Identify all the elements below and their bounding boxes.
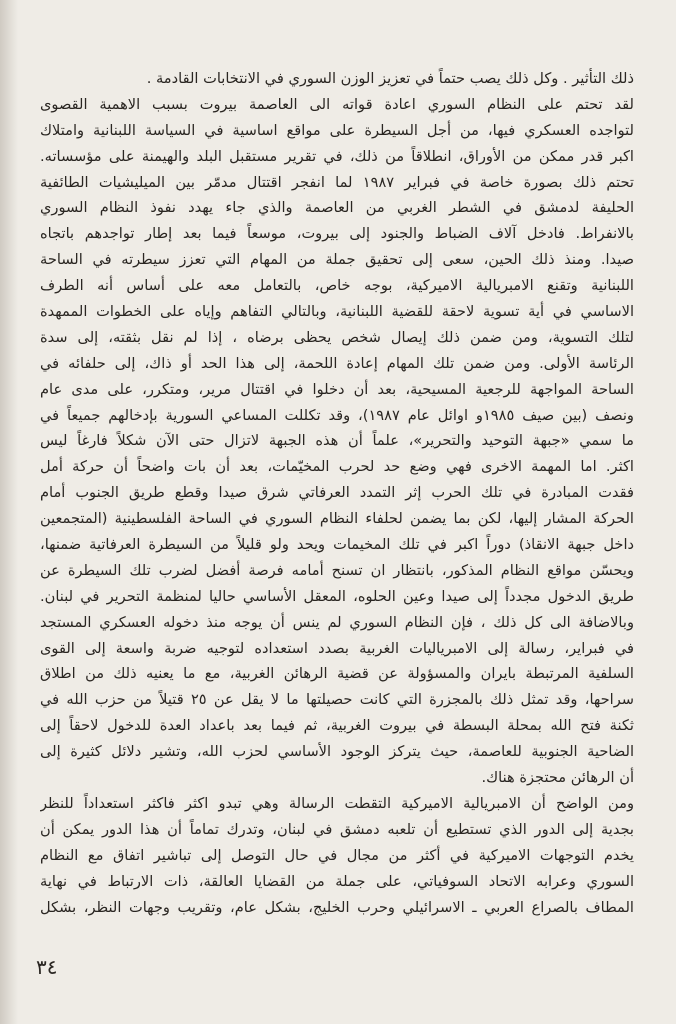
text-line: وبالاضافة الى كل ذلك ، فإن النظام السوري لم ينس أن يوجه منذ دخوله العسكري المستجد <box>40 613 634 631</box>
text-line: المطاف بالصراع العربي ـ الاسرائيلي وحرب الخليج، بشكل عام، وتقريب وجهات النظر، بشكل <box>40 898 634 916</box>
text-line: لتلك التسوية، ومن ضمن ذلك إيصال شخص يحظى برضاه ، إذا لم نقل بثقته، إلى سدة <box>40 328 634 346</box>
page-edge-shadow <box>0 0 18 1024</box>
text-line: سراحها، وقد تمثل ذلك بالمجزرة التي كانت حصيلتها ما لا يقل عن ٢٥ قتيلاً من حزب الله في <box>40 691 634 709</box>
text-line: بالانفراط. فادخل آلاف الضباط والجنود إلى بيروت، موسعاً فيما بعد إطار تواجدهم باتجاه <box>40 225 634 243</box>
text-line: ويحسّن مواقع النظام المذكور، بانتظار ان تسنح أمامه فرصة أفضل لضرب تلك السيطرة عن <box>40 561 634 579</box>
text-line: اكبر قدر ممكن من الأوراق، انطلاقاً من ذلك، في تقرير مستقبل البلد والهيمنة على مؤسساته. <box>40 147 634 165</box>
text-line: ذلك التأثير . وكل ذلك يصب حتماً في تعزيز الوزن السوري في الانتخابات القادمة . <box>146 70 634 87</box>
text-line: ونصف (بين صيف ١٩٨٥و اوائل عام ١٩٨٧)، وقد تكللت المساعي السورية بإدخالهم جميعاً في <box>40 406 634 424</box>
text-line: صيدا. ومنذ ذلك الحين، سعى إلى تحقيق جملة من المهام التي تعزز سيطرته في الساحة <box>40 251 634 269</box>
text-line: الضاحية الجنوبية للعاصمة، حيث يتركز الوجود الأساسي لحزب الله، وتشير دلائل كثيرة إلى <box>40 743 634 761</box>
text-line: ومن الواضح أن الامبريالية الاميركية التقطت الرسالة وهي تبدو اكثر فاكثر استعداداً للنظر <box>40 794 634 812</box>
text-line: داخل جبهة الانقاذ) دوراً اكبر في تلك المخيمات ويحد ولو قليلاً من السيطرة العرفاتية ضمنها، <box>40 536 634 554</box>
text-line: اكثر. اما المهمة الاخرى فهي وضع حد لحرب المخيّمات، بعد أن بات واضحاً أن حركة أمل <box>40 458 634 476</box>
text-line: بجدية إلى الدور الذي تستطيع أن تلعبه دمشق في لبنان، وتدرك تماماً أن هذا الدور يمكن أن <box>40 820 634 838</box>
text-line: أن الرهائن محتجزة هناك. <box>481 769 634 787</box>
page-number: ٣٤ <box>36 955 58 979</box>
text-line: لقد تحتم على النظام السوري اعادة قواته الى العاصمة بيروت بسبب الاهمية القصوى <box>40 95 634 113</box>
text-line: طريق الدخول مجدداً إلى صيدا وعين الحلوه، المعقل الأساسي حاليا لمنظمة التحرير في لبنان. <box>40 587 634 605</box>
text-line: السوري وعرابه الاتحاد السوفياتي، على جملة من القضايا العالقة، ذات الارتباط في نهاية <box>40 872 634 890</box>
text-line: السلفية المرتبطة بايران والمسؤولة عن قضية الرهائن الغربية، مع ما يعنيه ذلك من اطلاق <box>40 665 634 683</box>
text-line: لتواجده العسكري فيها، من أجل السيطرة على مواقع اساسية في السياسة اللبنانية وامتلاك <box>40 121 634 139</box>
text-line: الرئاسة الأولى. ومن ضمن تلك المهام إعادة اللحمة، إلى هذا الحد أو ذاك، إلى حلفائه في <box>40 354 634 372</box>
text-line: ما سمي «جبهة التوحيد والتحرير»، علماً أن هذه الجبهة لاتزال حتى الآن شكلاً فارغاً ليس <box>40 432 634 450</box>
text-line: الساحة المواجهة للرجعية المسيحية، بعد أن دخلوا في اقتتال مرير، ومتكرر، على مدى عام <box>40 380 634 398</box>
text-line: اللبنانية وتقنع الامبريالية الاميركية، بوجه خاص، بالتعامل معه على أساس أنه الطرف <box>40 277 634 295</box>
text-line: في فبراير، رسالة إلى الامبرياليات الغربية بصدد استعداده لتوجيه ضربة واسعة إلى القوى <box>40 639 634 657</box>
text-line: الاساسي في أية تسوية لاحقة للقضية اللبنانية، وبالتالي التفاهم وإياه على الخطوات الممهدة <box>40 303 634 321</box>
text-line: الحركة المشار إليها، لكن بما يضمن لحلفاء النظام السوري في الساحة الفلسطينية (المتجمعين <box>40 510 634 528</box>
text-line: فقدت المبادرة في تلك الحرب إثر التمدد العرفاتي شرق صيدا وقطع طريق الجنوب أمام <box>40 484 634 502</box>
text-line: ثكنة فتح الله بمحلة البسطة في بيروت الغربية، ثم فيما بعد باعداد العدة للدخول لاحقاً إلى <box>40 717 634 735</box>
text-line: تحتم ذلك بصورة خاصة في فبراير ١٩٨٧ لما انفجر اقتتال مدمّر بين الميليشيات الطائفية <box>40 173 634 191</box>
text-line: الحليفة لدمشق في الشطر الغربي من العاصمة والذي جاء يهدد نفوذ النظام السوري <box>40 199 634 217</box>
body-text <box>40 66 634 920</box>
text-line: يخدم التوجهات الاميركية في أكثر من مجال في حال التوصل إلى تباشير اتفاق مع النظام <box>40 846 634 864</box>
